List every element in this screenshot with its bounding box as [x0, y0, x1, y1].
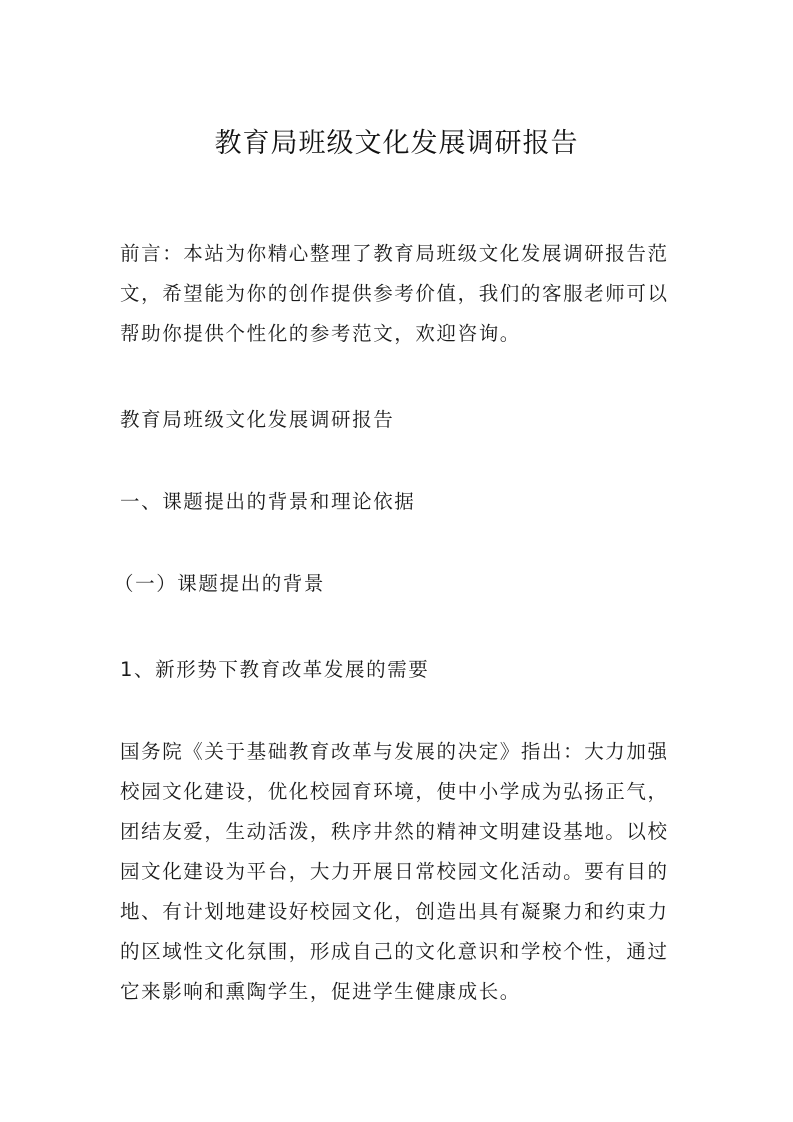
body-line: 园文化建设为平台，大力开展日常校园文化活动。要有目的 — [120, 860, 669, 883]
section-heading: 一、课题提出的背景和理论依据 — [120, 490, 416, 513]
intro-line: 前言：本站为你精心整理了教育局班级文化发展调研报告范 — [120, 242, 669, 265]
document-title: 教育局班级文化发展调研报告 — [214, 128, 579, 159]
body-line: 国务院《关于基础教育改革与发展的决定》指出：大力加强 — [120, 740, 669, 763]
intro-line: 文，希望能为你的创作提供参考价值，我们的客服老师可以 — [120, 282, 669, 305]
intro-line: 帮助你提供个性化的参考范文，欢迎咨询。 — [120, 322, 521, 345]
body-line: 校园文化建设，优化校园育环境，使中小学成为弘扬正气， — [120, 780, 669, 803]
report-subtitle: 教育局班级文化发展调研报告 — [120, 408, 395, 431]
body-paragraph — [120, 732, 680, 1012]
body-line: 团结友爱，生动活泼，秩序井然的精神文明建设基地。以校 — [120, 820, 669, 843]
topic-heading: 1、新形势下教育改革发展的需要 — [120, 658, 430, 681]
body-line: 它来影响和熏陶学生，促进学生健康成长。 — [120, 980, 521, 1003]
body-line: 的区域性文化氛围，形成自己的文化意识和学校个性，通过 — [120, 940, 669, 963]
body-line: 地、有计划地建设好校园文化，创造出具有凝聚力和约束力 — [120, 900, 669, 923]
intro-paragraph — [120, 234, 680, 354]
subsection-heading: （一）课题提出的背景 — [114, 572, 326, 595]
